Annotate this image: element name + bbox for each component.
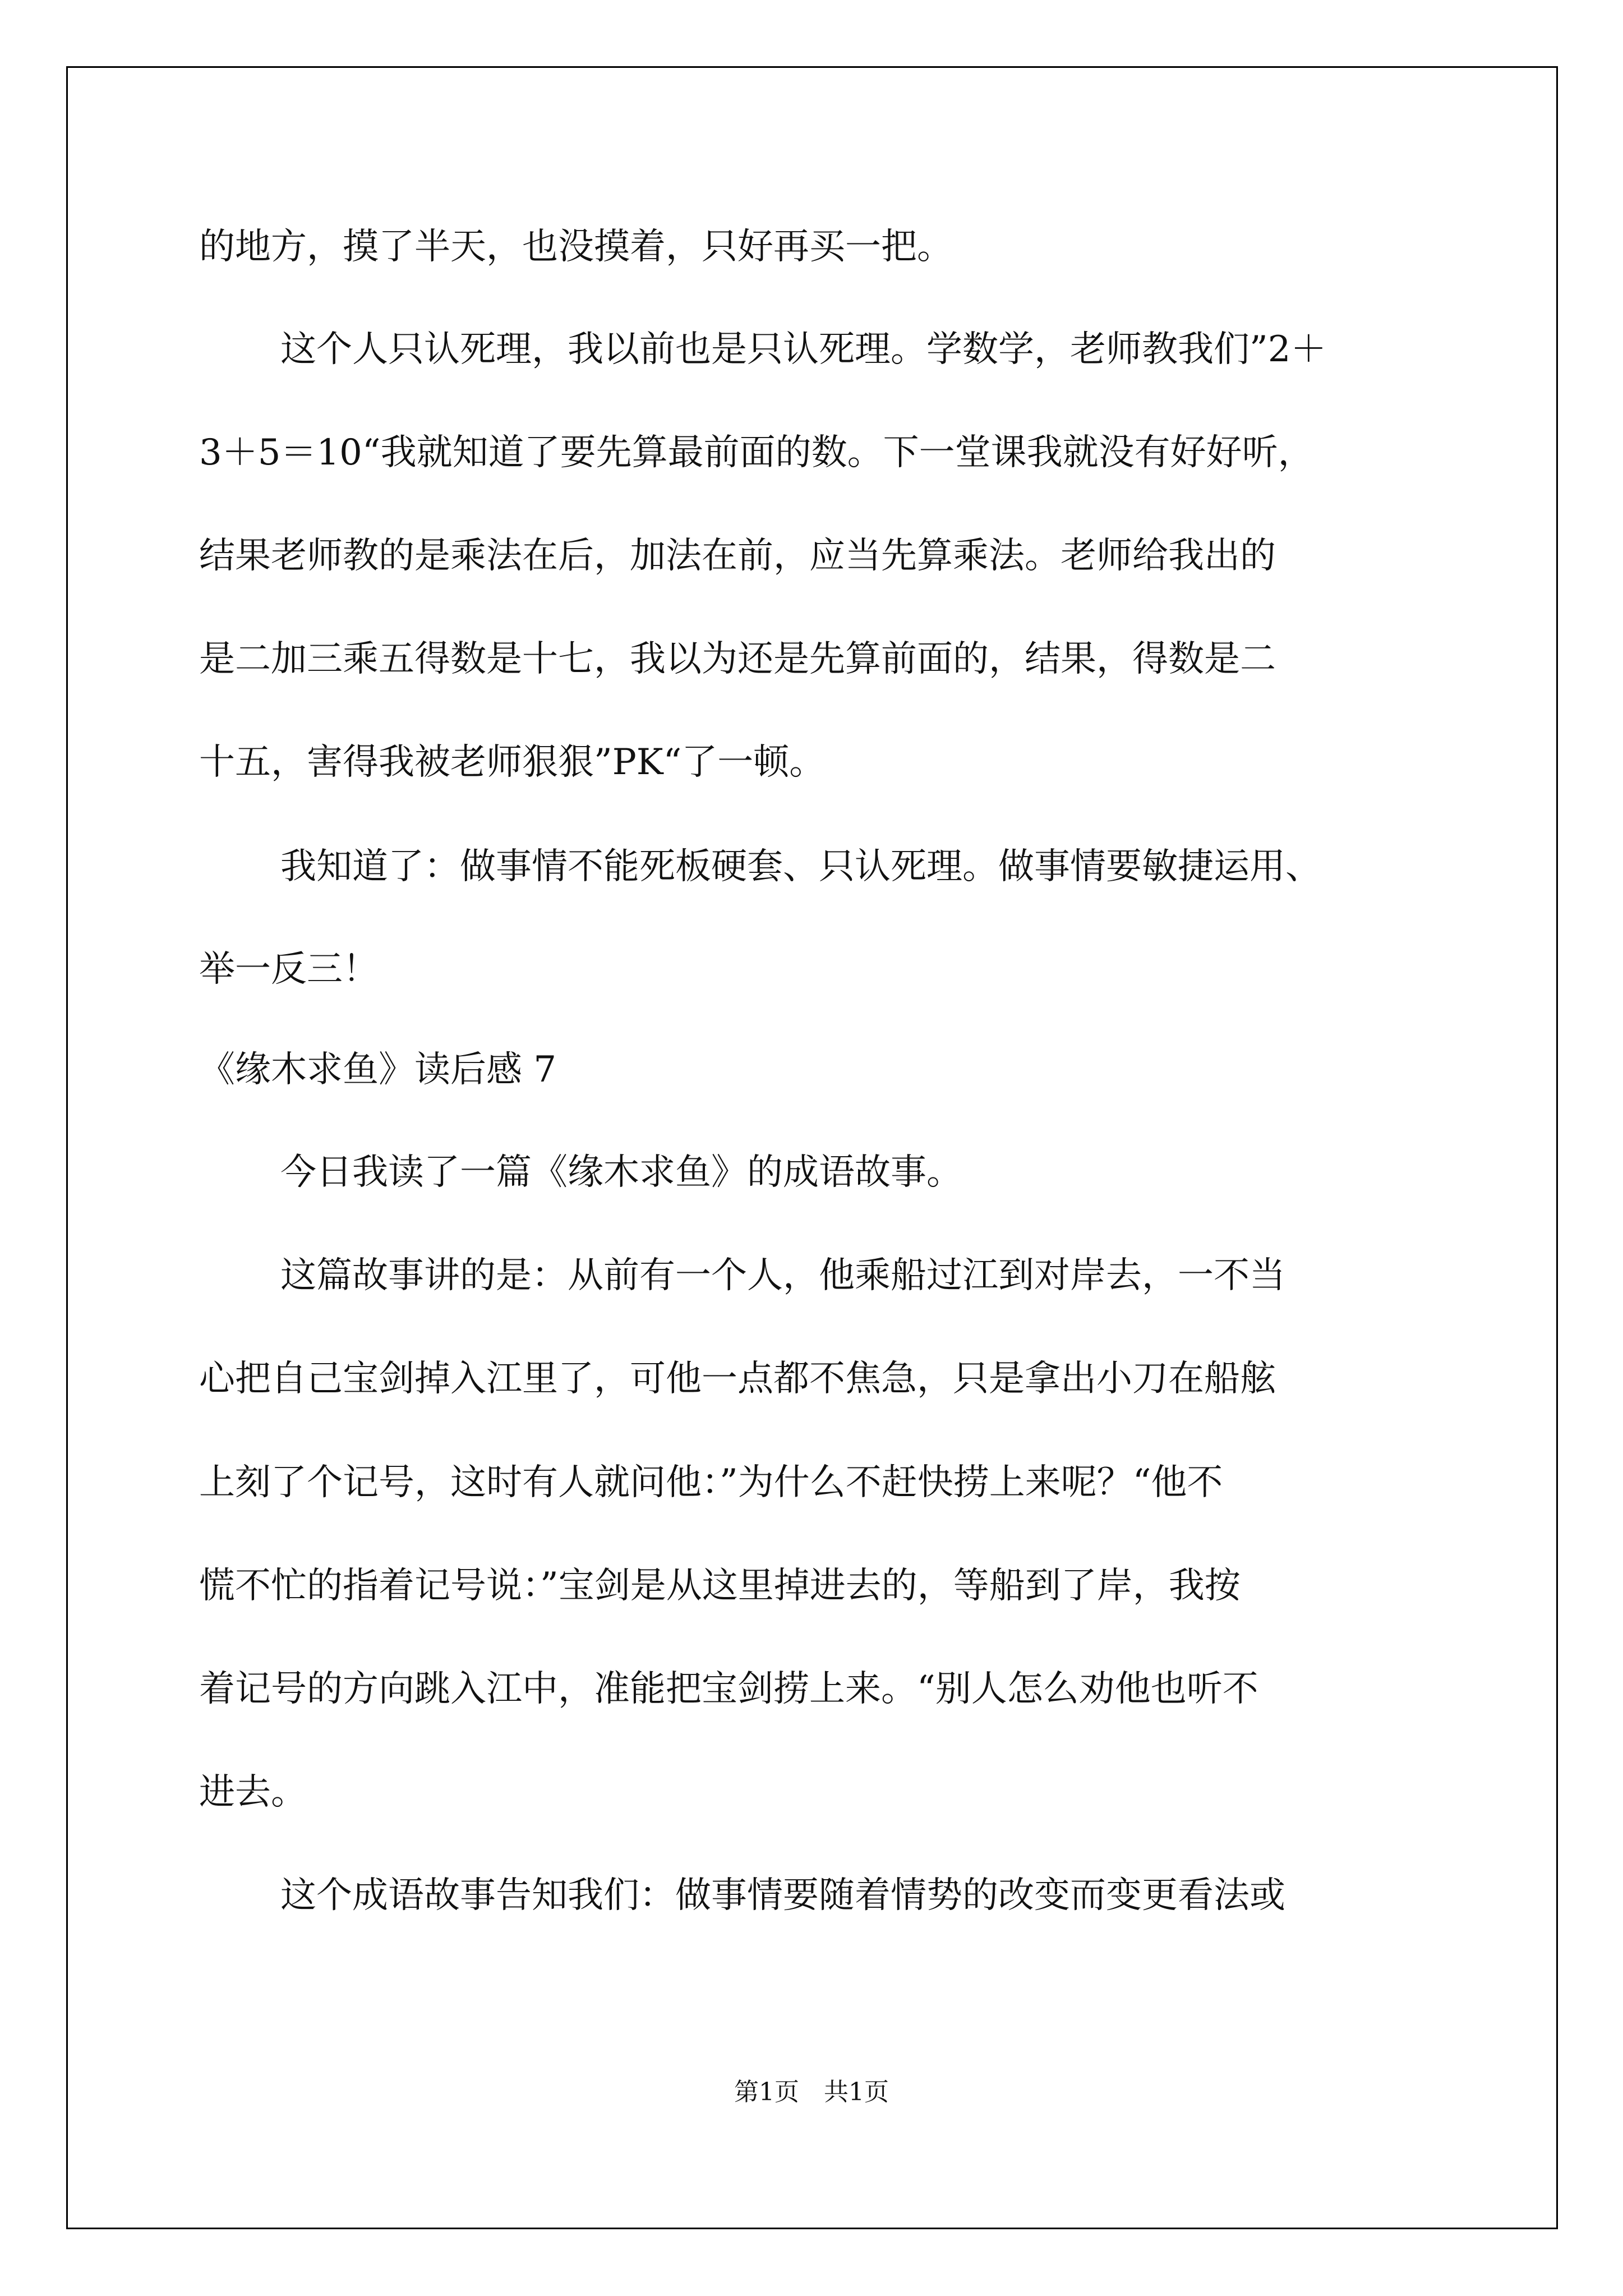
text-line: 3＋5＝10“我就知道了要先算最前面的数。下一堂课我就没有好好听， bbox=[199, 432, 1314, 473]
text-line: 这个人只认死理，我以前也是只认死理。学数学，老师教我们”2＋ bbox=[280, 329, 1327, 370]
text-line: 着记号的方向跳入江中，准能把宝剑捞上来。“别人怎么劝他也听不 bbox=[199, 1668, 1258, 1710]
text-line: 上刻了个记号，这时有人就问他：”为什么不赶快捞上来呢？“他不 bbox=[199, 1462, 1223, 1503]
text-line: 我知道了：做事情不能死板硬套、只认死理。做事情要敏捷运用、 bbox=[280, 846, 1321, 887]
text-line: 十五，害得我被老师狠狠”PK“了一顿。 bbox=[199, 742, 826, 783]
text-line: 进去。 bbox=[199, 1772, 307, 1813]
text-line: 这篇故事讲的是：从前有一个人，他乘船过江到对岸去，一不当 bbox=[280, 1255, 1285, 1296]
text-line: 慌不忙的指着记号说：”宝剑是从这里掉进去的，等船到了岸，我按 bbox=[199, 1565, 1241, 1607]
text-line: 结果老师教的是乘法在后，加法在前，应当先算乘法。老师给我出的 bbox=[199, 535, 1276, 577]
text-line: 今日我读了一篇《缘木求鱼》的成语故事。 bbox=[280, 1152, 962, 1193]
text-line: 举一反三！ bbox=[199, 949, 379, 990]
section-heading: 《缘木求鱼》读后感 7 bbox=[199, 1049, 557, 1091]
page-number-footer: 第1页 共1页 bbox=[734, 2078, 889, 2106]
text-line: 的地方，摸了半天，也没摸着，只好再买一把。 bbox=[199, 226, 953, 268]
text-line: 是二加三乘五得数是十七，我以为还是先算前面的，结果，得数是二 bbox=[199, 638, 1276, 680]
text-line: 这个成语故事告知我们：做事情要随着情势的改变而变更看法或 bbox=[280, 1875, 1285, 1916]
text-line: 心把自己宝剑掉入江里了，可他一点都不焦急，只是拿出小刀在船舷 bbox=[199, 1358, 1276, 1400]
